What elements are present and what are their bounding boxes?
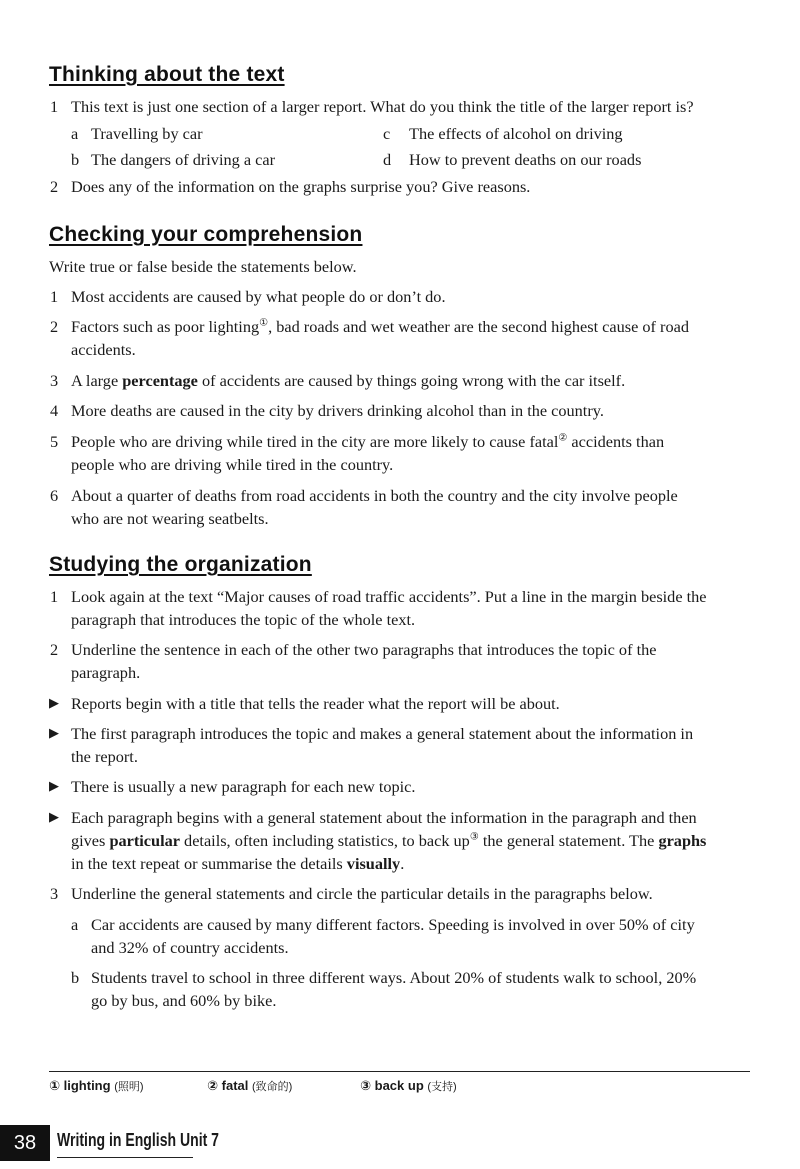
statement-part: People who are driving while tired in the city are more likely to cause fatal (71, 432, 559, 451)
page-number: 38 (0, 1125, 50, 1161)
question-text: This text is just one section of a larger report. What do you think the title of the larger report is? (71, 97, 694, 116)
footnote (49, 1078, 144, 1094)
item-number: 3 (50, 884, 59, 903)
footnote-translation: (致命的) (252, 1081, 293, 1093)
statement: More deaths are caused in the city by drivers drinking alcohol than in the country. (71, 401, 604, 420)
footnote-marker: ② (207, 1078, 219, 1093)
bullet-text: Each paragraph begins with a general statement about the information in the paragraph and then (71, 808, 697, 827)
heading-checking: Checking your comprehension (49, 223, 363, 246)
option-letter: a (71, 124, 79, 143)
footnote (207, 1078, 292, 1094)
bullet-text-continued (71, 829, 706, 852)
footnote-translation: (照明) (114, 1081, 144, 1093)
option-letter: d (383, 150, 392, 169)
bullet-arrow-icon: ▶ (49, 810, 59, 825)
bullet-text-continued (71, 852, 404, 875)
bold-term: particular (109, 831, 180, 850)
statement-continued: accidents. (71, 340, 136, 359)
option-text: The effects of alcohol on driving (409, 124, 623, 143)
footnote-marker: ③ (469, 831, 479, 843)
statement-continued: people who are driving while tired in the country. (71, 455, 394, 474)
sub-letter: b (71, 968, 80, 987)
item-number: 5 (50, 432, 59, 451)
sub-letter: a (71, 915, 79, 934)
bullet-arrow-icon: ▶ (49, 696, 59, 711)
item-number: 6 (50, 486, 59, 505)
statement-part: , bad roads and wet weather are the second highest cause of road (268, 317, 689, 336)
heading-organization: Studying the organization (49, 553, 312, 576)
statement: About a quarter of deaths from road accidents in both the country and the city involve people (71, 486, 678, 505)
practice-paragraph: Students travel to school in three different ways. About 20% of students walk to school, 20% (91, 968, 697, 987)
footnote-word: back up (374, 1078, 424, 1093)
bold-term: percentage (122, 371, 198, 390)
option-letter: c (383, 124, 391, 143)
practice-paragraph-continued: and 32% of country accidents. (91, 938, 289, 957)
q-number: 2 (50, 177, 59, 196)
statement (71, 369, 625, 392)
bullet-text: The first paragraph introduces the topic and makes a general statement about the information in (71, 724, 694, 743)
q-number: 1 (50, 97, 59, 116)
item-number: 1 (50, 587, 59, 606)
footnote-marker: ① (49, 1078, 61, 1093)
heading-thinking: Thinking about the text (49, 63, 285, 86)
statement (71, 315, 689, 338)
task-text: Underline the general statements and circle the particular details in the paragraphs below. (71, 884, 653, 903)
bullet-text: There is usually a new paragraph for each new topic. (71, 777, 416, 796)
footer-rule (57, 1157, 193, 1158)
bold-term: graphs (658, 831, 707, 850)
text-part: . (400, 854, 405, 873)
item-number: 4 (50, 401, 59, 420)
task-text: Look again at the text “Major causes of road traffic accidents”. Put a line in the margin beside the (71, 587, 707, 606)
footnote-rule (49, 1071, 750, 1072)
text-part: the general statement. The (478, 831, 659, 850)
item-number: 3 (50, 371, 59, 390)
footnote-marker: ③ (360, 1078, 372, 1093)
text-part: details, often including statistics, to back up (179, 831, 470, 850)
statement: Most accidents are caused by what people do or don’t do. (71, 287, 446, 306)
bullet-arrow-icon: ▶ (49, 726, 59, 741)
footnote (360, 1078, 457, 1094)
running-footer-title: Writing in English Unit 7 (57, 1130, 219, 1150)
footnote-word: lighting (63, 1078, 111, 1093)
statement-part: accidents than (567, 432, 665, 451)
text-part: gives (71, 831, 110, 850)
bold-term: visually (346, 854, 401, 873)
bullet-arrow-icon: ▶ (49, 779, 59, 794)
task-text: Underline the sentence in each of the other two paragraphs that introduces the topic of the (71, 640, 657, 659)
option-text: The dangers of driving a car (91, 150, 275, 169)
instructions: Write true or false beside the statements below. (49, 257, 357, 276)
bullet-text-continued: the report. (71, 747, 138, 766)
footnote-word: fatal (221, 1078, 249, 1093)
statement-part: of accidents are caused by things going wrong with the car itself. (197, 371, 626, 390)
option-letter: b (71, 150, 80, 169)
statement-part: Factors such as poor lighting (71, 317, 260, 336)
item-number: 2 (50, 317, 59, 336)
statement-part: A large (71, 371, 123, 390)
footnote-marker: ② (558, 432, 568, 444)
task-text-continued: paragraph that introduces the topic of the whole text. (71, 610, 416, 629)
practice-paragraph-continued: go by bus, and 60% by bike. (91, 991, 277, 1010)
item-number: 1 (50, 287, 59, 306)
task-text-continued: paragraph. (71, 663, 141, 682)
statement (71, 430, 664, 453)
text-part: in the text repeat or summarise the details (71, 854, 347, 873)
question-text: Does any of the information on the graphs surprise you? Give reasons. (71, 177, 531, 196)
practice-paragraph: Car accidents are caused by many different factors. Speeding is involved in over 50% of city (91, 915, 695, 934)
statement-continued: who are not wearing seatbelts. (71, 509, 269, 528)
footnote-marker: ① (259, 317, 269, 329)
footnote-translation: (支持) (427, 1081, 457, 1093)
bullet-text: Reports begin with a title that tells the reader what the report will be about. (71, 694, 560, 713)
item-number: 2 (50, 640, 59, 659)
option-text: How to prevent deaths on our roads (409, 150, 642, 169)
option-text: Travelling by car (91, 124, 203, 143)
